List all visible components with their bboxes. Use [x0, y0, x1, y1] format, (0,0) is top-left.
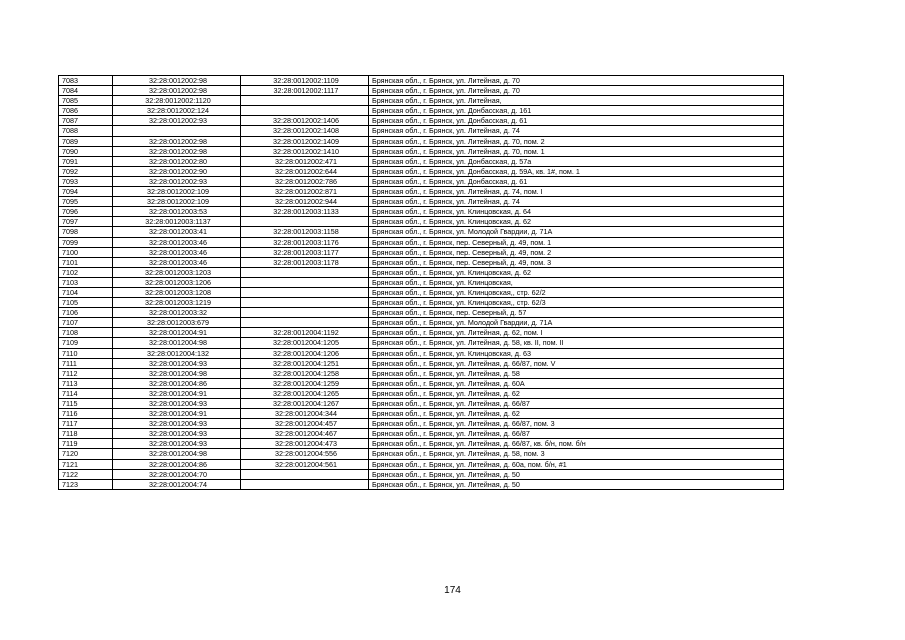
- row-number-cell: 7092: [59, 166, 113, 176]
- parent-cadastral-number-cell: 32:28:0012002:80: [113, 156, 241, 166]
- row-number-cell: 7086: [59, 106, 113, 116]
- table-row: [59, 399, 784, 409]
- row-number-cell: 7121: [59, 459, 113, 469]
- row-number-cell: 7120: [59, 449, 113, 459]
- parent-cadastral-number-cell: 32:28:0012002:109: [113, 197, 241, 207]
- row-number-cell: 7093: [59, 176, 113, 186]
- cadastral-number-cell: [241, 106, 369, 116]
- parent-cadastral-number-cell: 32:28:0012003:53: [113, 207, 241, 217]
- parent-cadastral-number-cell: 32:28:0012002:98: [113, 76, 241, 86]
- parent-cadastral-number-cell: 32:28:0012002:98: [113, 86, 241, 96]
- parent-cadastral-number-cell: 32:28:0012003:1208: [113, 287, 241, 297]
- cadastral-number-cell: 32:28:0012004:1265: [241, 388, 369, 398]
- parent-cadastral-number-cell: 32:28:0012003:1219: [113, 298, 241, 308]
- cadastral-number-cell: 32:28:0012004:1206: [241, 348, 369, 358]
- address-cell: Брянская обл., г. Брянск, ул. Литейная, д. 62, пом. I: [369, 328, 784, 338]
- cadastral-number-cell: 32:28:0012003:1177: [241, 247, 369, 257]
- page-number: 174: [444, 585, 461, 596]
- table-row: [59, 449, 784, 459]
- address-cell: Брянская обл., г. Брянск, ул. Литейная, д. 74: [369, 197, 784, 207]
- address-cell: Брянская обл., г. Брянск, ул. Литейная, д. 70, пом. 2: [369, 136, 784, 146]
- address-cell: Брянская обл., г. Брянск, ул. Литейная, д. 60А: [369, 378, 784, 388]
- table-row: [59, 146, 784, 156]
- address-cell: Брянская обл., г. Брянск, ул. Донбасская, д. 161: [369, 106, 784, 116]
- cadastral-number-cell: 32:28:0012004:457: [241, 419, 369, 429]
- row-number-cell: 7099: [59, 237, 113, 247]
- cadastral-number-cell: [241, 479, 369, 489]
- parent-cadastral-number-cell: 32:28:0012004:86: [113, 378, 241, 388]
- cadastral-number-cell: 32:28:0012002:786: [241, 176, 369, 186]
- cadastral-number-cell: 32:28:0012003:1176: [241, 237, 369, 247]
- address-cell: Брянская обл., г. Брянск, ул. Литейная, д. 74: [369, 126, 784, 136]
- parent-cadastral-number-cell: 32:28:0012002:1120: [113, 96, 241, 106]
- address-cell: Брянская обл., г. Брянск, ул. Литейная,: [369, 96, 784, 106]
- table-row: [59, 156, 784, 166]
- cadastral-number-cell: 32:28:0012002:1117: [241, 86, 369, 96]
- table-row: [59, 348, 784, 358]
- cadastral-number-cell: [241, 277, 369, 287]
- cadastral-number-cell: 32:28:0012004:1192: [241, 328, 369, 338]
- table-row: [59, 197, 784, 207]
- table-row: [59, 76, 784, 86]
- parent-cadastral-number-cell: 32:28:0012004:98: [113, 338, 241, 348]
- address-cell: Брянская обл., г. Брянск, ул. Литейная, д. 66/87, пом. 3: [369, 419, 784, 429]
- parent-cadastral-number-cell: 32:28:0012004:74: [113, 479, 241, 489]
- parent-cadastral-number-cell: 32:28:0012004:91: [113, 409, 241, 419]
- table-row: [59, 187, 784, 197]
- cadastral-number-cell: [241, 298, 369, 308]
- table-body: [59, 76, 784, 490]
- row-number-cell: 7123: [59, 479, 113, 489]
- address-cell: Брянская обл., г. Брянск, ул. Донбасская, д. 61: [369, 176, 784, 186]
- cadastral-number-cell: 32:28:0012002:1109: [241, 76, 369, 86]
- table-row: [59, 227, 784, 237]
- table-row: [59, 217, 784, 227]
- cadastral-number-cell: [241, 287, 369, 297]
- table-row: [59, 328, 784, 338]
- address-cell: Брянская обл., г. Брянск, ул. Клинцовская,, стр. 62/2: [369, 287, 784, 297]
- address-cell: Брянская обл., г. Брянск, ул. Литейная, д. 60а, пом. б/н, #1: [369, 459, 784, 469]
- parent-cadastral-number-cell: 32:28:0012004:98: [113, 368, 241, 378]
- row-number-cell: 7085: [59, 96, 113, 106]
- row-number-cell: 7106: [59, 308, 113, 318]
- address-cell: Брянская обл., г. Брянск, пер. Северный, д. 49, пом. 1: [369, 237, 784, 247]
- row-number-cell: 7114: [59, 388, 113, 398]
- row-number-cell: 7102: [59, 267, 113, 277]
- cadastral-number-cell: [241, 308, 369, 318]
- table-row: [59, 459, 784, 469]
- cadastral-number-cell: 32:28:0012002:944: [241, 197, 369, 207]
- cadastral-number-cell: 32:28:0012002:1408: [241, 126, 369, 136]
- parent-cadastral-number-cell: 32:28:0012004:93: [113, 439, 241, 449]
- address-cell: Брянская обл., г. Брянск, ул. Литейная, д. 62: [369, 388, 784, 398]
- cadastral-number-cell: 32:28:0012004:561: [241, 459, 369, 469]
- address-cell: Брянская обл., г. Брянск, пер. Северный, д. 49, пом. 2: [369, 247, 784, 257]
- cadastral-number-cell: [241, 318, 369, 328]
- address-cell: Брянская обл., г. Брянск, ул. Литейная, д. 66/87: [369, 399, 784, 409]
- cadastral-number-cell: 32:28:0012002:1406: [241, 116, 369, 126]
- cadastral-table: [58, 75, 784, 490]
- cadastral-number-cell: 32:28:0012004:1205: [241, 338, 369, 348]
- table-row: [59, 96, 784, 106]
- address-cell: Брянская обл., г. Брянск, ул. Литейная, д. 74, пом. I: [369, 187, 784, 197]
- table-row: [59, 116, 784, 126]
- row-number-cell: 7083: [59, 76, 113, 86]
- table-row: [59, 409, 784, 419]
- table-row: [59, 277, 784, 287]
- table-row: [59, 378, 784, 388]
- table-row: [59, 207, 784, 217]
- address-cell: Брянская обл., г. Брянск, ул. Литейная, д. 50: [369, 479, 784, 489]
- address-cell: Брянская обл., г. Брянск, ул. Литейная, д. 70: [369, 86, 784, 96]
- row-number-cell: 7096: [59, 207, 113, 217]
- row-number-cell: 7111: [59, 358, 113, 368]
- address-cell: Брянская обл., г. Брянск, ул. Донбасская, д. 57а: [369, 156, 784, 166]
- parent-cadastral-number-cell: 32:28:0012003:41: [113, 227, 241, 237]
- table-row: [59, 308, 784, 318]
- row-number-cell: 7088: [59, 126, 113, 136]
- row-number-cell: 7109: [59, 338, 113, 348]
- table-row: [59, 419, 784, 429]
- parent-cadastral-number-cell: 32:28:0012003:1137: [113, 217, 241, 227]
- row-number-cell: 7108: [59, 328, 113, 338]
- row-number-cell: 7104: [59, 287, 113, 297]
- address-cell: Брянская обл., г. Брянск, ул. Литейная, д. 66/87, пом. V: [369, 358, 784, 368]
- cadastral-number-cell: 32:28:0012004:1251: [241, 358, 369, 368]
- row-number-cell: 7091: [59, 156, 113, 166]
- parent-cadastral-number-cell: 32:28:0012002:98: [113, 146, 241, 156]
- cadastral-number-cell: 32:28:0012002:871: [241, 187, 369, 197]
- row-number-cell: 7110: [59, 348, 113, 358]
- cadastral-number-cell: 32:28:0012004:1259: [241, 378, 369, 388]
- address-cell: Брянская обл., г. Брянск, ул. Литейная, д. 62: [369, 409, 784, 419]
- table-row: [59, 469, 784, 479]
- address-cell: Брянская обл., г. Брянск, ул. Молодой Гвардии, д. 71А: [369, 318, 784, 328]
- table-row: [59, 429, 784, 439]
- address-cell: Брянская обл., г. Брянск, ул. Литейная, д. 58, пом. 3: [369, 449, 784, 459]
- table-row: [59, 237, 784, 247]
- parent-cadastral-number-cell: [113, 126, 241, 136]
- parent-cadastral-number-cell: 32:28:0012003:1203: [113, 267, 241, 277]
- cadastral-number-cell: 32:28:0012004:473: [241, 439, 369, 449]
- cadastral-number-cell: 32:28:0012004:1258: [241, 368, 369, 378]
- parent-cadastral-number-cell: 32:28:0012004:93: [113, 358, 241, 368]
- cadastral-number-cell: 32:28:0012002:644: [241, 166, 369, 176]
- row-number-cell: 7105: [59, 298, 113, 308]
- row-number-cell: 7107: [59, 318, 113, 328]
- row-number-cell: 7101: [59, 257, 113, 267]
- parent-cadastral-number-cell: 32:28:0012003:46: [113, 247, 241, 257]
- row-number-cell: 7112: [59, 368, 113, 378]
- address-cell: Брянская обл., г. Брянск, ул. Литейная, д. 58: [369, 368, 784, 378]
- row-number-cell: 7090: [59, 146, 113, 156]
- cadastral-number-cell: 32:28:0012002:1409: [241, 136, 369, 146]
- parent-cadastral-number-cell: 32:28:0012004:91: [113, 388, 241, 398]
- address-cell: Брянская обл., г. Брянск, ул. Литейная, д. 66/87: [369, 429, 784, 439]
- parent-cadastral-number-cell: 32:28:0012002:124: [113, 106, 241, 116]
- row-number-cell: 7113: [59, 378, 113, 388]
- parent-cadastral-number-cell: 32:28:0012002:109: [113, 187, 241, 197]
- parent-cadastral-number-cell: 32:28:0012002:93: [113, 176, 241, 186]
- parent-cadastral-number-cell: 32:28:0012003:46: [113, 237, 241, 247]
- cadastral-number-cell: 32:28:0012003:1178: [241, 257, 369, 267]
- parent-cadastral-number-cell: 32:28:0012003:46: [113, 257, 241, 267]
- table-row: [59, 338, 784, 348]
- parent-cadastral-number-cell: 32:28:0012003:32: [113, 308, 241, 318]
- address-cell: Брянская обл., г. Брянск, ул. Литейная, д. 58, кв. II, пом. II: [369, 338, 784, 348]
- address-cell: Брянская обл., г. Брянск, ул. Донбасская, д. 61: [369, 116, 784, 126]
- cadastral-number-cell: 32:28:0012002:471: [241, 156, 369, 166]
- cadastral-number-cell: 32:28:0012004:556: [241, 449, 369, 459]
- address-cell: Брянская обл., г. Брянск, ул. Литейная, д. 70, пом. 1: [369, 146, 784, 156]
- table-row: [59, 318, 784, 328]
- row-number-cell: 7118: [59, 429, 113, 439]
- cadastral-number-cell: 32:28:0012004:344: [241, 409, 369, 419]
- parent-cadastral-number-cell: 32:28:0012003:1206: [113, 277, 241, 287]
- table-row: [59, 267, 784, 277]
- cadastral-number-cell: 32:28:0012003:1158: [241, 227, 369, 237]
- cadastral-number-cell: [241, 96, 369, 106]
- address-cell: Брянская обл., г. Брянск, ул. Клинцовская,: [369, 277, 784, 287]
- cadastral-number-cell: [241, 469, 369, 479]
- cadastral-number-cell: 32:28:0012002:1410: [241, 146, 369, 156]
- address-cell: Брянская обл., г. Брянск, ул. Клинцовская, д. 64: [369, 207, 784, 217]
- parent-cadastral-number-cell: 32:28:0012003:679: [113, 318, 241, 328]
- table-row: [59, 106, 784, 116]
- table-row: [59, 136, 784, 146]
- address-cell: Брянская обл., г. Брянск, ул. Литейная, д. 50: [369, 469, 784, 479]
- row-number-cell: 7087: [59, 116, 113, 126]
- row-number-cell: 7095: [59, 197, 113, 207]
- address-cell: Брянская обл., г. Брянск, ул. Донбасская, д. 59А, кв. 1#, пом. 1: [369, 166, 784, 176]
- address-cell: Брянская обл., г. Брянск, ул. Клинцовская,, стр. 62/3: [369, 298, 784, 308]
- table-row: [59, 126, 784, 136]
- table-row: [59, 388, 784, 398]
- address-cell: Брянская обл., г. Брянск, ул. Литейная, д. 70: [369, 76, 784, 86]
- row-number-cell: 7094: [59, 187, 113, 197]
- table-row: [59, 247, 784, 257]
- parent-cadastral-number-cell: 32:28:0012004:98: [113, 449, 241, 459]
- address-cell: Брянская обл., г. Брянск, ул. Литейная, д. 66/87, кв. б/н, пом. б/н: [369, 439, 784, 449]
- parent-cadastral-number-cell: 32:28:0012002:90: [113, 166, 241, 176]
- table-row: [59, 439, 784, 449]
- row-number-cell: 7098: [59, 227, 113, 237]
- parent-cadastral-number-cell: 32:28:0012002:93: [113, 116, 241, 126]
- parent-cadastral-number-cell: 32:28:0012004:132: [113, 348, 241, 358]
- parent-cadastral-number-cell: 32:28:0012004:86: [113, 459, 241, 469]
- address-cell: Брянская обл., г. Брянск, ул. Молодой Гвардии, д. 71А: [369, 227, 784, 237]
- table-row: [59, 176, 784, 186]
- address-cell: Брянская обл., г. Брянск, ул. Клинцовская, д. 63: [369, 348, 784, 358]
- row-number-cell: 7103: [59, 277, 113, 287]
- row-number-cell: 7119: [59, 439, 113, 449]
- row-number-cell: 7100: [59, 247, 113, 257]
- table-row: [59, 166, 784, 176]
- cadastral-number-cell: 32:28:0012003:1133: [241, 207, 369, 217]
- cadastral-number-cell: 32:28:0012004:467: [241, 429, 369, 439]
- parent-cadastral-number-cell: 32:28:0012002:98: [113, 136, 241, 146]
- address-cell: Брянская обл., г. Брянск, ул. Клинцовская, д. 62: [369, 217, 784, 227]
- cadastral-number-cell: [241, 267, 369, 277]
- row-number-cell: 7115: [59, 399, 113, 409]
- table-row: [59, 298, 784, 308]
- table-row: [59, 479, 784, 489]
- address-cell: Брянская обл., г. Брянск, ул. Клинцовская, д. 62: [369, 267, 784, 277]
- cadastral-number-cell: 32:28:0012004:1267: [241, 399, 369, 409]
- parent-cadastral-number-cell: 32:28:0012004:93: [113, 429, 241, 439]
- row-number-cell: 7084: [59, 86, 113, 96]
- address-cell: Брянская обл., г. Брянск, пер. Северный, д. 57: [369, 308, 784, 318]
- address-cell: Брянская обл., г. Брянск, пер. Северный, д. 49, пом. 3: [369, 257, 784, 267]
- row-number-cell: 7116: [59, 409, 113, 419]
- table-row: [59, 287, 784, 297]
- cadastral-number-cell: [241, 217, 369, 227]
- parent-cadastral-number-cell: 32:28:0012004:91: [113, 328, 241, 338]
- parent-cadastral-number-cell: 32:28:0012004:93: [113, 419, 241, 429]
- table-row: [59, 368, 784, 378]
- parent-cadastral-number-cell: 32:28:0012004:93: [113, 399, 241, 409]
- row-number-cell: 7122: [59, 469, 113, 479]
- parent-cadastral-number-cell: 32:28:0012004:70: [113, 469, 241, 479]
- table-row: [59, 358, 784, 368]
- table-row: [59, 86, 784, 96]
- table-row: [59, 257, 784, 267]
- row-number-cell: 7117: [59, 419, 113, 429]
- row-number-cell: 7097: [59, 217, 113, 227]
- row-number-cell: 7089: [59, 136, 113, 146]
